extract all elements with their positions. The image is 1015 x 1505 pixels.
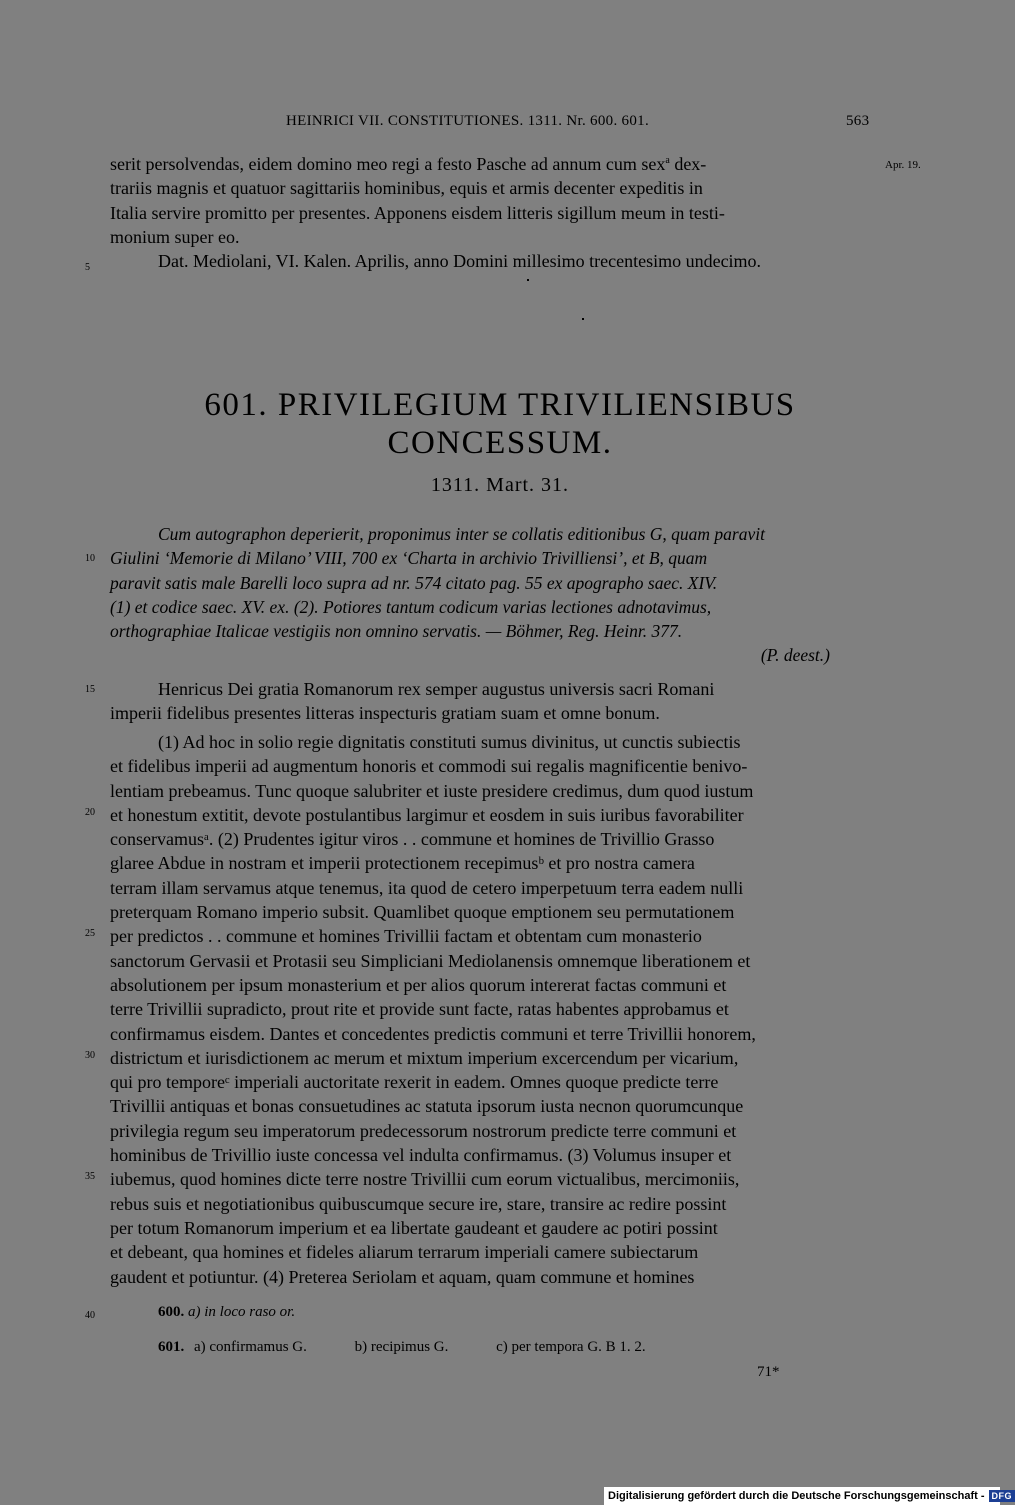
body-line: terre Trivillii supradicto, prout rite et provide sunt facte, ratas habentes approbamus et	[110, 999, 729, 1020]
dfg-logo[interactable]: DFG	[989, 1490, 1015, 1502]
body-line: districtum et iurisdictionem ac merum et mixtum imperium excercendum per vicarium,	[110, 1047, 739, 1068]
footnote-600	[158, 1304, 295, 1321]
body-line: confirmamus eisdem. Dantes et concedentes predictis communi et terre Trivillii honorem,	[110, 1023, 756, 1044]
body-line: per predictos . . commune et homines Trivillii factam et obtentam cum monasterio	[110, 926, 702, 947]
body-line: hominibus de Trivillio iuste concessa vel indulta confirmamus. (3) Volumus insuper et	[110, 1145, 732, 1166]
body-line: sanctorum Gervasii et Protasii seu Simpliciani Mediolanensis omnemque liberationem et	[110, 950, 751, 971]
line-number: 25	[85, 928, 95, 939]
line-number: 20	[85, 807, 95, 818]
body-line: privilegia regum seu imperatorum predecessorum nostrorum predicte terre communi et	[110, 1120, 737, 1141]
funding-footer	[604, 1487, 1013, 1505]
line-number: 15	[85, 684, 95, 695]
doc600-line: serit persolvendas, eidem domino meo regi a festo Pasche ad annum cum sex$^a$ dex-	[110, 154, 707, 174]
running-header	[0, 113, 1000, 137]
title-line: CONCESSUM.	[387, 425, 613, 461]
body-line: et honestum extitit, devote postulantibus largimur et eosdem in suis iuribus favorabiliter	[110, 804, 744, 825]
doc600-line: monium super eo.	[110, 226, 240, 247]
footnote-a: a) confirmamus G.	[194, 1339, 307, 1355]
body-line: et fidelibus imperii ad augmentum honoris et commodi sui regalis magnificentie benivo-	[110, 756, 748, 777]
body-line: preterquam Romano imperio subsit. Quamlibet quoque emptionem seu permutationem	[110, 902, 735, 923]
document-date: 1311. Mart. 31.	[430, 474, 570, 496]
body-line: et debeant, qua homines et fideles aliarum terrarum imperiali camere subiectarum	[110, 1242, 699, 1263]
page-number: 563	[846, 113, 870, 129]
footnote-601	[158, 1339, 758, 1356]
editorial-intro	[110, 522, 880, 668]
salutation-line: imperii fidelibus presentes litteras inspecturis gratiam suam et omne bonum.	[110, 703, 660, 724]
body-line: iubemus, quod homines dicte terre nostre Trivillii cum eorum victualibus, mercimoniis,	[110, 1169, 740, 1190]
body-line: gaudent et potiuntur. (4) Preterea Seriolam et aquam, quam commune et homines	[110, 1266, 695, 1287]
intro-line: Cum autographon deperierit, proponimus inter se collatis editionibus G, quam paravit	[158, 524, 765, 544]
line-number: 40	[85, 1310, 95, 1321]
salutation	[110, 677, 880, 726]
body-line: absolutionem per ipsum monasterium et per alios quorum intererat factas communi et	[110, 974, 727, 995]
body-line: terram illam servamus atque tenemus, ita quod de cetero imperpetuum terra eadem nulli	[110, 877, 744, 898]
body-line: conservamusᵃ. (2) Prudentes igitur viros . . commune et homines de Trivillio Grasso	[110, 829, 715, 850]
funding-text: Digitalisierung gefördert durch die Deutsche Forschungsgemeinschaft -	[608, 1490, 985, 1502]
intro-line: Giulini ‘Memorie di Milano’ VIII, 700 ex ‘Charta in archivio Trivilliensi’, et B, quam	[110, 548, 708, 569]
running-title: HEINRICI VII. CONSTITUTIONES. 1311. Nr. 600. 601.	[286, 113, 650, 129]
salutation-line: Henricus Dei gratia Romanorum rex semper augustus universis sacri Romani	[158, 679, 715, 699]
signature-mark: 71*	[757, 1364, 780, 1380]
footnote-label: 600.	[158, 1304, 185, 1320]
footnote-b: b) recipimus G.	[354, 1339, 449, 1355]
intro-line: (1) et codice saec. XV. ex. (2). Potiores tantum codicum varias lectiones adnotavimus,	[110, 596, 712, 617]
intro-right-note: (P. deest.)	[760, 645, 830, 666]
body-line: lentiam prebeamus. Tunc quoque salubriter et iuste presidere credimus, dum quod iustum	[110, 780, 754, 801]
doc600-line: trariis magnis et quatuor sagittariis hominibus, equis et armis decenter expeditis in	[110, 178, 703, 199]
body-line: glaree Abdue in nostram et imperii protectionem recepimusᵇ et pro nostra camera	[110, 853, 695, 874]
body-line: rebus suis et negotiationibus quibuscumque secure ire, stare, transire ac redire possint	[110, 1193, 727, 1214]
footnote-text: a) in loco raso or.	[188, 1304, 296, 1320]
line-number: 5	[85, 262, 90, 273]
intro-line: paravit satis male Barelli loco supra ad nr. 574 citato pag. 55 ex apographo saec. XIV.	[110, 572, 718, 593]
footnote-label: 601.	[158, 1339, 185, 1355]
body-line: (1) Ad hoc in solio regie dignitatis constituti sumus divinitus, ut cunctis subiectis	[158, 732, 741, 752]
document-title	[0, 386, 1000, 462]
line-number: 10	[85, 553, 95, 564]
line-number: 30	[85, 1050, 95, 1061]
title-line: 601. PRIVILEGIUM TRIVILIENSIBUS	[204, 387, 796, 423]
line-number: 35	[85, 1171, 95, 1182]
footnote-c: c) per tempora G. B 1. 2.	[496, 1339, 646, 1355]
body-line: per totum Romanorum imperium et ea libertate gaudeant et gaudere ac potiri possint	[110, 1217, 718, 1238]
main-body	[110, 730, 880, 1289]
doc600-dating: Dat. Mediolani, VI. Kalen. Aprilis, anno Domini millesimo trecentesimo undecimo.	[158, 251, 762, 272]
margin-date-note: Apr. 19.	[885, 159, 921, 171]
doc600-line: Italia servire promitto per presentes. Apponens eisdem litteris sigillum meum in testi-	[110, 202, 725, 223]
doc600-text	[110, 152, 880, 273]
print-speck	[527, 279, 529, 281]
body-line: qui pro temporeᶜ imperiali auctoritate rexerit in eadem. Omnes quoque predicte terre	[110, 1072, 719, 1093]
intro-line: orthographiae Italicae vestigiis non omnino servatis. — Böhmer, Reg. Heinr. 377.	[110, 621, 683, 642]
body-line: Trivillii antiquas et bonas consuetudines ac statuta ipsorum iusta necnon quorumcunque	[110, 1096, 744, 1117]
print-speck	[582, 318, 584, 320]
